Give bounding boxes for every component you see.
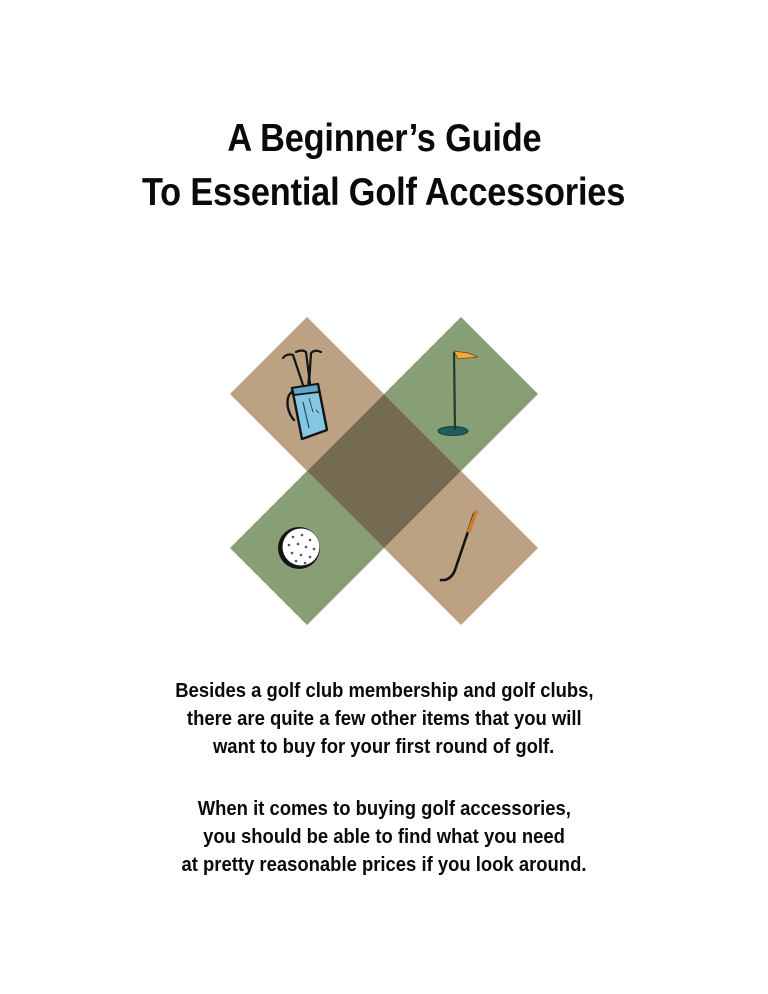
body-line-2 <box>0 705 768 733</box>
body-text: When it comes to buying golf accessories, <box>197 797 571 820</box>
body-text: at pretty reasonable prices if you look around. <box>181 853 587 876</box>
body-line-5 <box>0 823 768 851</box>
golf-ball-icon <box>278 527 320 569</box>
body-line-6 <box>0 851 768 879</box>
title-text-2: To Essential Golf Accessories <box>142 171 626 214</box>
title-text-1: A Beginner’s Guide <box>226 117 542 160</box>
body-text: Besides a golf club membership and golf clubs, <box>174 679 594 702</box>
body-text: there are quite a few other items that you will <box>186 707 582 730</box>
body-line-3 <box>0 733 768 761</box>
body-line-1 <box>0 677 768 705</box>
body-text: want to buy for your first round of golf. <box>213 735 555 758</box>
body-text: you should be able to find what you need <box>203 825 565 848</box>
body-line-4 <box>0 795 768 823</box>
